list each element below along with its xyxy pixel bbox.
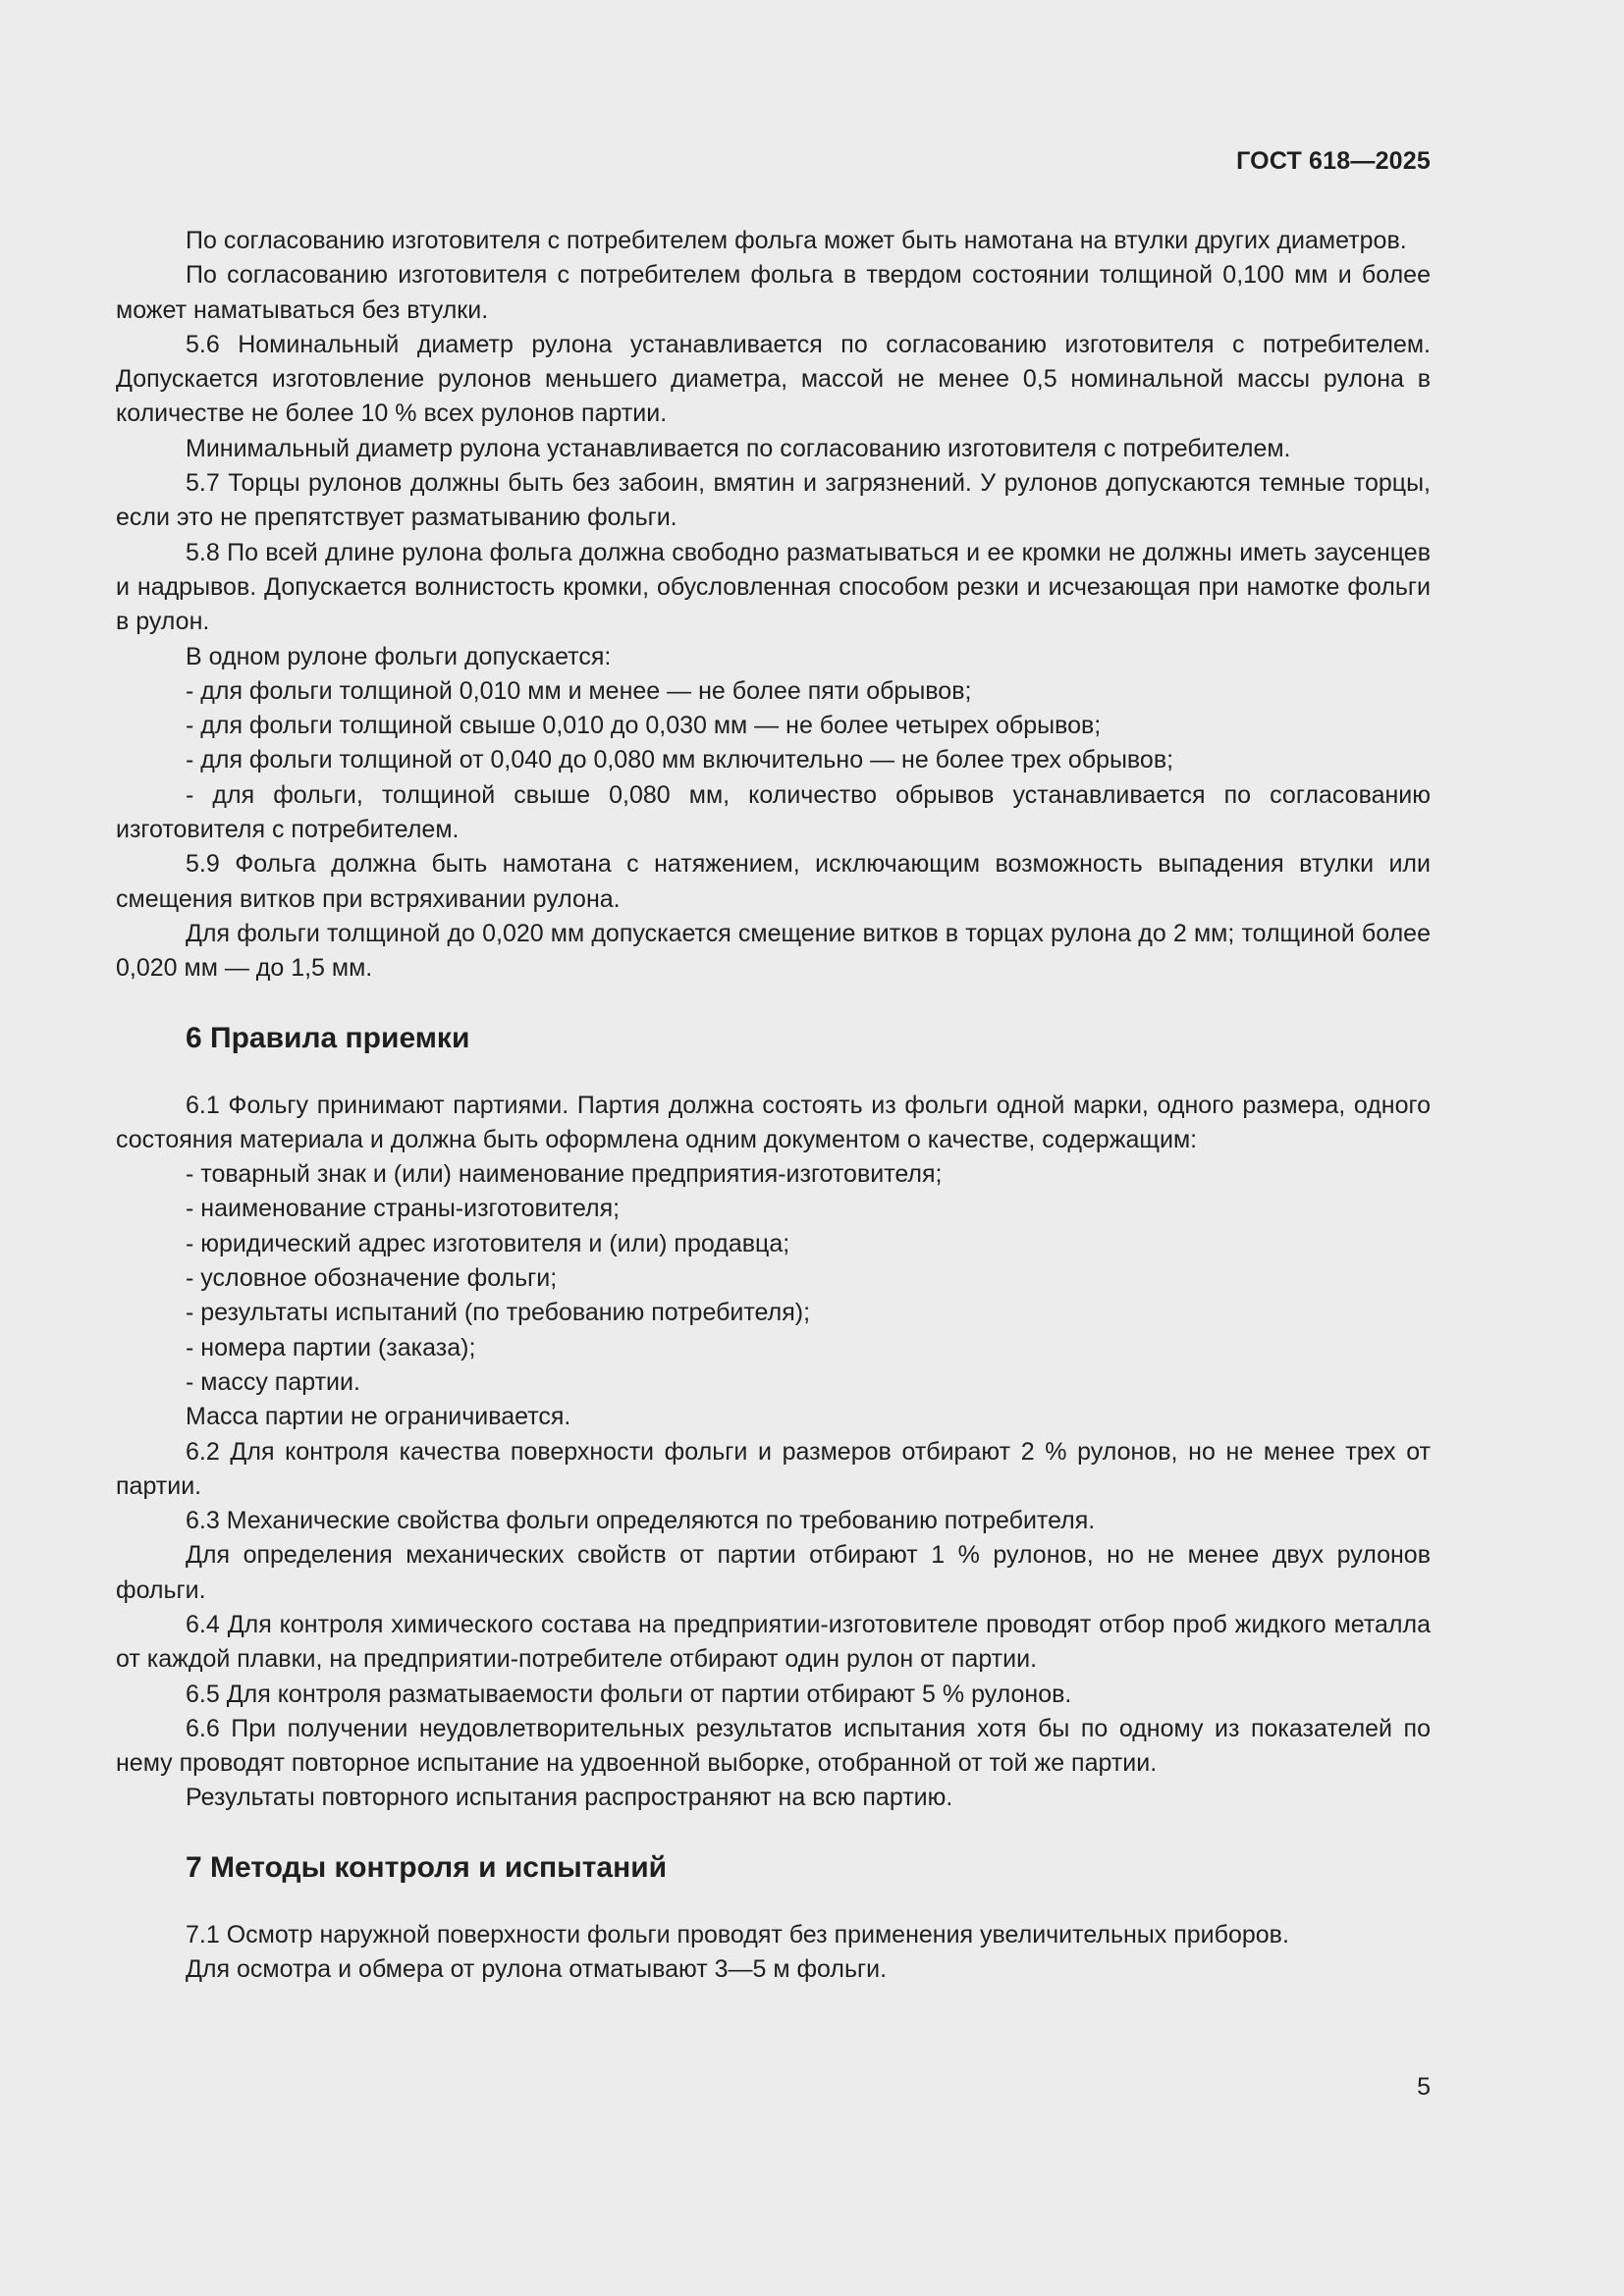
paragraph: Результаты повторного испытания распространяют на всю партию. bbox=[186, 1784, 953, 1812]
page-number: 5 bbox=[1417, 2073, 1431, 2101]
paragraph: Для фольги толщиной до 0,020 мм допускается смещение витков в торцах рулона до 2 мм; толщиной более 0,020 мм — до 1,5 мм. bbox=[116, 919, 1431, 983]
list-item: - номера партии (заказа); bbox=[186, 1333, 476, 1362]
list-item: - наименование страны-изготовителя; bbox=[186, 1195, 621, 1223]
list-item: - юридический адрес изготовителя и (или) продавца; bbox=[186, 1229, 790, 1257]
paragraph: Для осмотра и обмера от рулона отматывают 3—5 м фольги. bbox=[186, 1955, 888, 1984]
paragraph: В одном рулоне фольги допускается: bbox=[186, 642, 612, 670]
section-6-heading: 6 Правила приемки bbox=[186, 1021, 470, 1054]
paragraph: Для определения механических свойств от партии отбирают 1 % рулонов, но не менее двух рулонов фольги. bbox=[116, 1541, 1431, 1604]
list-item: - для фольги, толщиной свыше 0,080 мм, количество обрывов устанавливается по согласованию изготовителя с потребителем. bbox=[116, 780, 1431, 844]
paragraph-6-3: 6.3 Механические свойства фольги определяются по требованию потребителя. bbox=[186, 1507, 1096, 1535]
paragraph-6-1: 6.1 Фольгу принимают партиями. Партия должна состоять из фольги одной марки, одного размера, одного состояния материала и должна быть оформлена одним документом о качестве, содержащим: bbox=[116, 1091, 1431, 1153]
list-item: - массу партии. bbox=[186, 1367, 360, 1396]
page-content bbox=[116, 224, 1431, 1987]
paragraph: По согласованию изготовителя с потребителем фольга может быть намотана на втулки других диаметров. bbox=[186, 227, 1407, 254]
paragraph: Масса партии не ограничивается. bbox=[186, 1403, 571, 1431]
list-item: - результаты испытаний (по требованию потребителя); bbox=[186, 1299, 811, 1327]
paragraph-7-1: 7.1 Осмотр наружной поверхности фольги проводят без применения увеличительных приборов. bbox=[186, 1920, 1289, 1949]
paragraph-6-6: 6.6 При получении неудовлетворительных результатов испытания хотя бы по одному из показателей по нему проводят повторное испытание на удвоенной выборке, отобранной от той же партии. bbox=[116, 1714, 1431, 1778]
paragraph-5-8: 5.8 По всей длине рулона фольга должна свободно разматываться и ее кромки не должны иметь заусенцев и надрывов. Допускается волнистость кромки, обусловленная способом резки и исчезающая при намотке фольги в рулон. bbox=[116, 538, 1431, 636]
paragraph-5-9: 5.9 Фольга должна быть намотана с натяжением, исключающим возможность выпадения втулки или смещения витков при встряхивании рулона. bbox=[116, 850, 1431, 913]
document-code: ГОСТ 618—2025 bbox=[1236, 147, 1431, 175]
paragraph-5-6: 5.6 Номинальный диаметр рулона устанавливается по согласованию изготовителя с потребителем. Допускается изготовление рулонов меньшего диаметра, массой не менее 0,5 номинальной массы рулона в количестве не более 10 % всех рулонов партии. bbox=[116, 330, 1431, 428]
section-7-heading: 7 Методы контроля и испытаний bbox=[186, 1850, 668, 1884]
paragraph-6-2: 6.2 Для контроля качества поверхности фольги и размеров отбирают 2 % рулонов, но не менее трех от партии. bbox=[116, 1437, 1431, 1500]
breaks-list bbox=[116, 674, 1431, 847]
list-item: - для фольги толщиной 0,010 мм и менее — не более пяти обрывов; bbox=[186, 676, 972, 705]
paragraph-6-5: 6.5 Для контроля разматываемости фольги от партии отбирают 5 % рулонов. bbox=[186, 1680, 1072, 1708]
paragraph-5-7: 5.7 Торцы рулонов должны быть без забоин, вмятин и загрязнений. У рулонов допускаются темные торцы, если это не препятствует разматыванию фольги. bbox=[116, 469, 1431, 532]
paragraph: По согласованию изготовителя с потребителем фольга в твердом состоянии толщиной 0,100 мм и более может наматываться без втулки. bbox=[116, 261, 1431, 324]
paragraph: Минимальный диаметр рулона устанавливается по согласованию изготовителя с потребителем. bbox=[186, 434, 1291, 462]
quality-document-list bbox=[116, 1157, 1431, 1400]
list-item: - товарный знак и (или) наименование предприятия-изготовителя; bbox=[186, 1160, 943, 1189]
list-item: - для фольги толщиной свыше 0,010 до 0,030 мм — не более четырех обрывов; bbox=[186, 712, 1102, 740]
list-item: - для фольги толщиной от 0,040 до 0,080 мм включительно — не более трех обрывов; bbox=[186, 746, 1174, 774]
paragraph-6-4: 6.4 Для контроля химического состава на предприятии-изготовителе проводят отбор проб жидкого металла от каждой плавки, на предприятии-потребителе отбирают один рулон от партии. bbox=[116, 1610, 1431, 1674]
list-item: - условное обозначение фольги; bbox=[186, 1264, 558, 1293]
